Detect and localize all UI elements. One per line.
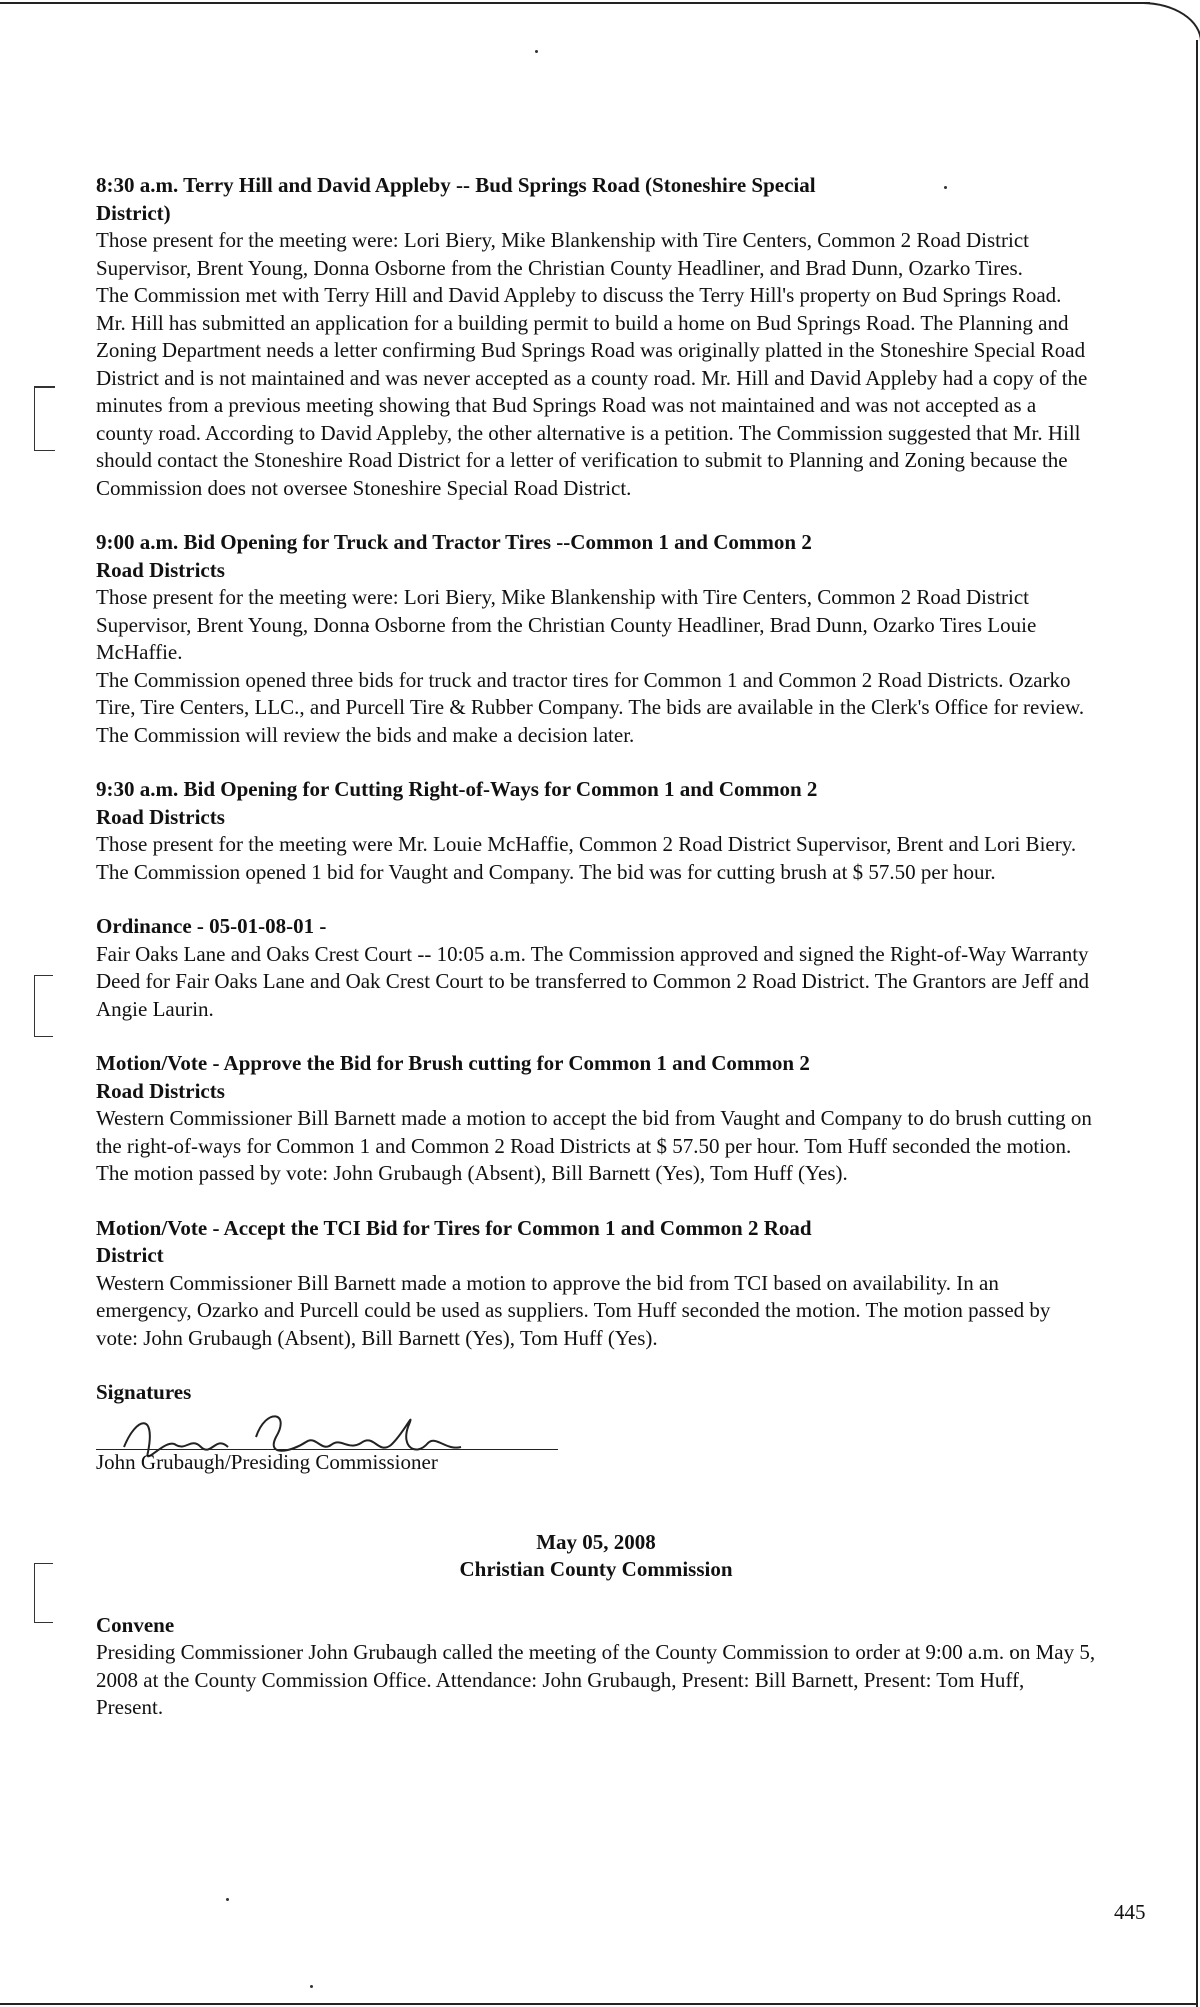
meeting-body: Christian County Commission xyxy=(459,1557,733,1581)
minutes-section xyxy=(96,913,1096,1023)
section-paragraph: The Commission opened 1 bid for Vaught and Company. The bid was for cutting brush at $ 57.50 per hour. xyxy=(96,859,996,884)
section-heading-line: Motion/Vote - Approve the Bid for Brush cutting for Common 1 and Common 2 xyxy=(96,1051,810,1075)
margin-bracket-mark xyxy=(34,975,53,1037)
section-paragraph: The Commission met with Terry Hill and David Appleby to discuss the Terry Hill's property on Bud Springs Road. Mr. Hill has submitted an application for a building permit to build a home on Bud Springs Road. The Planning and Zoning Department needs a letter confirming Bud Springs Road was originally platted in the Stoneshire Special Road District and is not maintained and was never accepted as a county road. Mr. Hill and David Appleby had a copy of the minutes from a previous meeting showing that Bud Springs Road was not maintained and was not accepted as a county road. According to David Appleby, the other alternative is a petition. The Commission suggested that Mr. Hill should contact the Stoneshire Road District for a letter of verification to submit to Planning and Zoning because the Commission does not oversee Stoneshire Special Road District. xyxy=(96,283,1088,500)
section-heading-line: District xyxy=(96,1243,164,1267)
signer-name: John Grubaugh/Presiding Commissioner xyxy=(96,1449,438,1474)
section-heading xyxy=(96,776,1096,831)
section-paragraph: Those present for the meeting were: Lori Biery, Mike Blankenship with Tire Centers, Common 2 Road District Supervisor, Brent Young, Donna Osborne from the Christian County Headliner, Brad Dunn, Ozarko Tires Louie McHaffie. xyxy=(96,585,1037,664)
signature-block xyxy=(96,1407,576,1477)
meeting-date: May 05, 2008 xyxy=(536,1529,656,1554)
section-heading-line: 8:30 a.m. Terry Hill and David Appleby -- Bud Springs Road (Stoneshire Special xyxy=(96,173,816,197)
convene-paragraph: Presiding Commissioner John Grubaugh called the meeting of the County Commission to order at 9:00 a.m. on May 5, 2008 at the County Commission Office. Attendance: John Grubaugh, Present: Bill Barnett, Present: Tom Huff, Present. xyxy=(96,1640,1096,1719)
section-paragraph: Those present for the meeting were Mr. Louie McHaffie, Common 2 Road District Supervisor, Brent and Lori Biery. xyxy=(96,832,1077,856)
section-paragraph: Those present for the meeting were: Lori Biery, Mike Blankenship with Tire Centers, Common 2 Road District Supervisor, Brent Young, Donna Osborne from the Christian County Headliner, and Brad Dunn, Ozarko Tires. xyxy=(96,228,1029,280)
section-heading-line: Ordinance - 05-01-08-01 - xyxy=(96,914,327,938)
section-heading-line: Road Districts xyxy=(96,804,225,829)
minutes-section xyxy=(96,1050,1096,1188)
minutes-section xyxy=(96,529,1096,749)
minutes-section xyxy=(96,172,1096,502)
section-heading xyxy=(96,1215,1096,1270)
section-paragraph: Western Commissioner Bill Barnett made a motion to approve the bid from TCI based on availability. In an emergency, Ozarko and Purcell could be used as suppliers. Tom Huff seconded the motion. The motion passed by vote: John Grubaugh (Absent), Bill Barnett (Yes), Tom Huff (Yes). xyxy=(96,1270,1051,1350)
section-heading-line: District) xyxy=(96,200,171,225)
section-paragraph: Fair Oaks Lane and Oaks Crest Court -- 10:05 a.m. The Commission approved and signed the Right-of-Way Warranty Deed for Fair Oaks Lane and Oak Crest Court to be transferred to Common 2 Road District. The Grantors are Jeff and Angie Laurin. xyxy=(96,941,1089,1021)
section-heading-line: Road Districts xyxy=(96,1078,225,1103)
page-corner-curl xyxy=(1140,2,1200,44)
section-heading xyxy=(96,529,1096,584)
scan-speck xyxy=(310,1985,313,1988)
minutes-section xyxy=(96,1215,1096,1353)
document-body xyxy=(96,172,1096,1749)
scan-speck xyxy=(535,50,538,53)
section-paragraph: The Commission opened three bids for truck and tractor tires for Common 1 and Common 2 Road Districts. Ozarko Tire, Tire Centers, LLC., and Purcell Tire & Rubber Company. The bids are available in the Clerk's Office for review. The Commission will review the bids and make a decision later. xyxy=(96,667,1085,747)
section-heading xyxy=(96,1050,1096,1105)
convene-section xyxy=(96,1612,1096,1722)
section-heading-line: Road Districts xyxy=(96,557,225,582)
page-border-bottom xyxy=(0,2003,1198,2005)
section-heading-line: 9:00 a.m. Bid Opening for Truck and Tractor Tires --Common 1 and Common 2 xyxy=(96,530,812,554)
section-heading-line: 9:30 a.m. Bid Opening for Cutting Right-of-Ways for Common 1 and Common 2 xyxy=(96,777,818,801)
meeting-header xyxy=(96,1529,1096,1584)
scan-speck xyxy=(226,1898,229,1901)
margin-bracket-mark xyxy=(34,386,55,451)
page-number: 445 xyxy=(1114,1900,1146,1924)
section-heading-line: Motion/Vote - Accept the TCI Bid for Tires for Common 1 and Common 2 Road xyxy=(96,1215,812,1240)
section-heading xyxy=(96,913,1096,941)
page-border-right xyxy=(1196,40,1198,2007)
page-border-top xyxy=(0,2,1150,4)
margin-bracket-mark xyxy=(34,1563,53,1623)
section-heading xyxy=(96,172,1096,227)
signatures-heading: Signatures xyxy=(96,1380,192,1404)
minutes-section xyxy=(96,776,1096,886)
section-paragraph: Western Commissioner Bill Barnett made a motion to accept the bid from Vaught and Company to do brush cutting on the right-of-ways for Common 1 and Common 2 Road Districts at $ 57.50 per hour. Tom Huff seconded the motion. The motion passed by vote: John Grubaugh (Absent), Bill Barnett (Yes), Tom Huff (Yes). xyxy=(96,1106,1092,1185)
convene-heading: Convene xyxy=(96,1612,175,1637)
